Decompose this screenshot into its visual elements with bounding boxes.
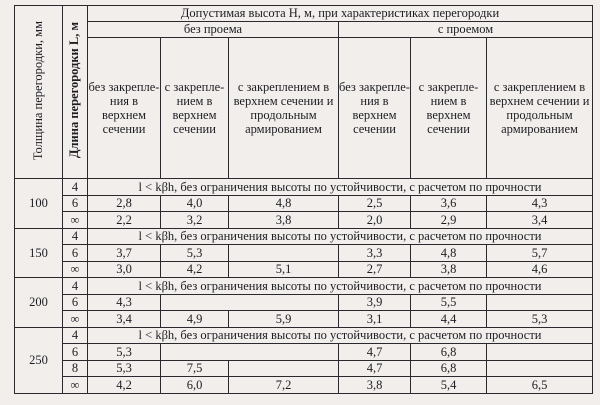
value-cell: 3,8 (411, 261, 487, 278)
value-cell: 4,2 (161, 261, 229, 278)
value-cell: 6,8 (411, 344, 487, 361)
subcol-header: без закрепле-ния в верхнем сечении (339, 38, 411, 179)
value-cell: 2,8 (88, 195, 161, 212)
value-cell: 2,2 (88, 212, 161, 229)
value-cell: 3,9 (339, 294, 411, 311)
value-cell: 2,9 (411, 212, 487, 229)
value-cell: 4,7 (339, 360, 411, 377)
length-cell: 6 (63, 245, 88, 262)
value-cell: 6,8 (411, 360, 487, 377)
length-cell: 8 (63, 360, 88, 377)
group-header-no-opening: без проема (88, 22, 339, 38)
main-header: Допустимая высота H, м, при характеристиках перегородки (88, 6, 593, 22)
length-cell: 4 (63, 228, 88, 245)
length-header (63, 6, 88, 179)
value-cell: 4,8 (411, 245, 487, 262)
value-cell: 3,8 (229, 212, 339, 229)
value-cell: 6,5 (487, 377, 593, 394)
table-row (15, 179, 593, 196)
value-cell: 5,7 (487, 245, 593, 262)
length-cell: ∞ (63, 311, 88, 328)
value-cell: 5,5 (411, 294, 487, 311)
value-cell: 3,6 (411, 195, 487, 212)
value-cell: 5,3 (487, 311, 593, 328)
value-cell: 4,0 (161, 195, 229, 212)
table-row (15, 261, 593, 278)
thickness-cell: 100 (15, 179, 63, 229)
length-header-label: Длина перегородки L, м (67, 22, 82, 159)
value-cell: 5,1 (229, 261, 339, 278)
value-cell: 5,4 (411, 377, 487, 394)
length-cell: 4 (63, 179, 88, 196)
length-cell: 4 (63, 278, 88, 295)
thickness-cell: 250 (15, 327, 63, 393)
stability-note-cell: l < kβh, без ограничения высоты по устойчивости, с расчетом по прочности (88, 228, 593, 245)
thickness-header-label: Толщина перегородки, мм (30, 20, 45, 160)
table-row (15, 278, 593, 295)
empty-cell (161, 344, 229, 361)
value-cell: 2,0 (339, 212, 411, 229)
value-cell: 3,3 (339, 245, 411, 262)
table-row (15, 245, 593, 262)
value-cell: 3,8 (339, 377, 411, 394)
subcol-header: с закреплением в верхнем сечении и продольным армированием (229, 38, 339, 179)
value-cell: 4,4 (411, 311, 487, 328)
value-cell: 7,5 (161, 360, 229, 377)
value-cell: 4,6 (487, 261, 593, 278)
value-cell: 4,3 (88, 294, 161, 311)
value-cell: 4,9 (161, 311, 229, 328)
empty-cell (487, 344, 593, 361)
value-cell: 3,7 (88, 245, 161, 262)
value-cell: 2,7 (339, 261, 411, 278)
table-row (15, 327, 593, 344)
length-cell: ∞ (63, 212, 88, 229)
value-cell: 4,7 (339, 344, 411, 361)
empty-cell (229, 360, 339, 377)
value-cell: 3,2 (161, 212, 229, 229)
table-row (15, 360, 593, 377)
table-row (15, 311, 593, 328)
stability-note-cell: l < kβh, без ограничения высоты по устойчивости, с расчетом по прочности (88, 278, 593, 295)
permissible-height-table (14, 5, 593, 394)
length-cell: ∞ (63, 261, 88, 278)
group-header-opening: с проемом (339, 22, 593, 38)
value-cell: 5,3 (161, 245, 229, 262)
value-cell: 3,4 (88, 311, 161, 328)
table-row (15, 294, 593, 311)
thickness-cell: 200 (15, 278, 63, 328)
table-row (15, 195, 593, 212)
value-cell: 4,8 (229, 195, 339, 212)
empty-cell (487, 360, 593, 377)
value-cell: 3,0 (88, 261, 161, 278)
value-cell: 6,0 (161, 377, 229, 394)
thickness-header (15, 6, 63, 179)
value-cell: 3,4 (487, 212, 593, 229)
subcol-header: без закрепле-ния в верхнем сечении (88, 38, 161, 179)
table-row (15, 212, 593, 229)
value-cell: 4,2 (88, 377, 161, 394)
empty-cell (229, 245, 339, 262)
stability-note-cell: l < kβh, без ограничения высоты по устойчивости, с расчетом по прочности (88, 327, 593, 344)
value-cell: 5,3 (88, 360, 161, 377)
value-cell: 5,9 (229, 311, 339, 328)
length-cell: ∞ (63, 377, 88, 394)
value-cell: 5,3 (88, 344, 161, 361)
stability-note-cell: l < kβh, без ограничения высоты по устойчивости, с расчетом по прочности (88, 179, 593, 196)
empty-cell (487, 294, 593, 311)
length-cell: 4 (63, 327, 88, 344)
empty-cell (229, 294, 339, 311)
value-cell: 7,2 (229, 377, 339, 394)
table-row (15, 228, 593, 245)
empty-cell (229, 344, 339, 361)
table-row (15, 344, 593, 361)
length-cell: 6 (63, 195, 88, 212)
subcol-header: с закрепле-нием в верхнем сечении (161, 38, 229, 179)
length-cell: 6 (63, 344, 88, 361)
value-cell: 4,3 (487, 195, 593, 212)
value-cell: 2,5 (339, 195, 411, 212)
subcol-header: с закрепле-нием в верхнем сечении (411, 38, 487, 179)
table-row (15, 377, 593, 394)
value-cell: 3,1 (339, 311, 411, 328)
subcol-header: с закреплением в верхнем сечении и продольным армированием (487, 38, 593, 179)
length-cell: 6 (63, 294, 88, 311)
empty-cell (161, 294, 229, 311)
thickness-cell: 150 (15, 228, 63, 278)
